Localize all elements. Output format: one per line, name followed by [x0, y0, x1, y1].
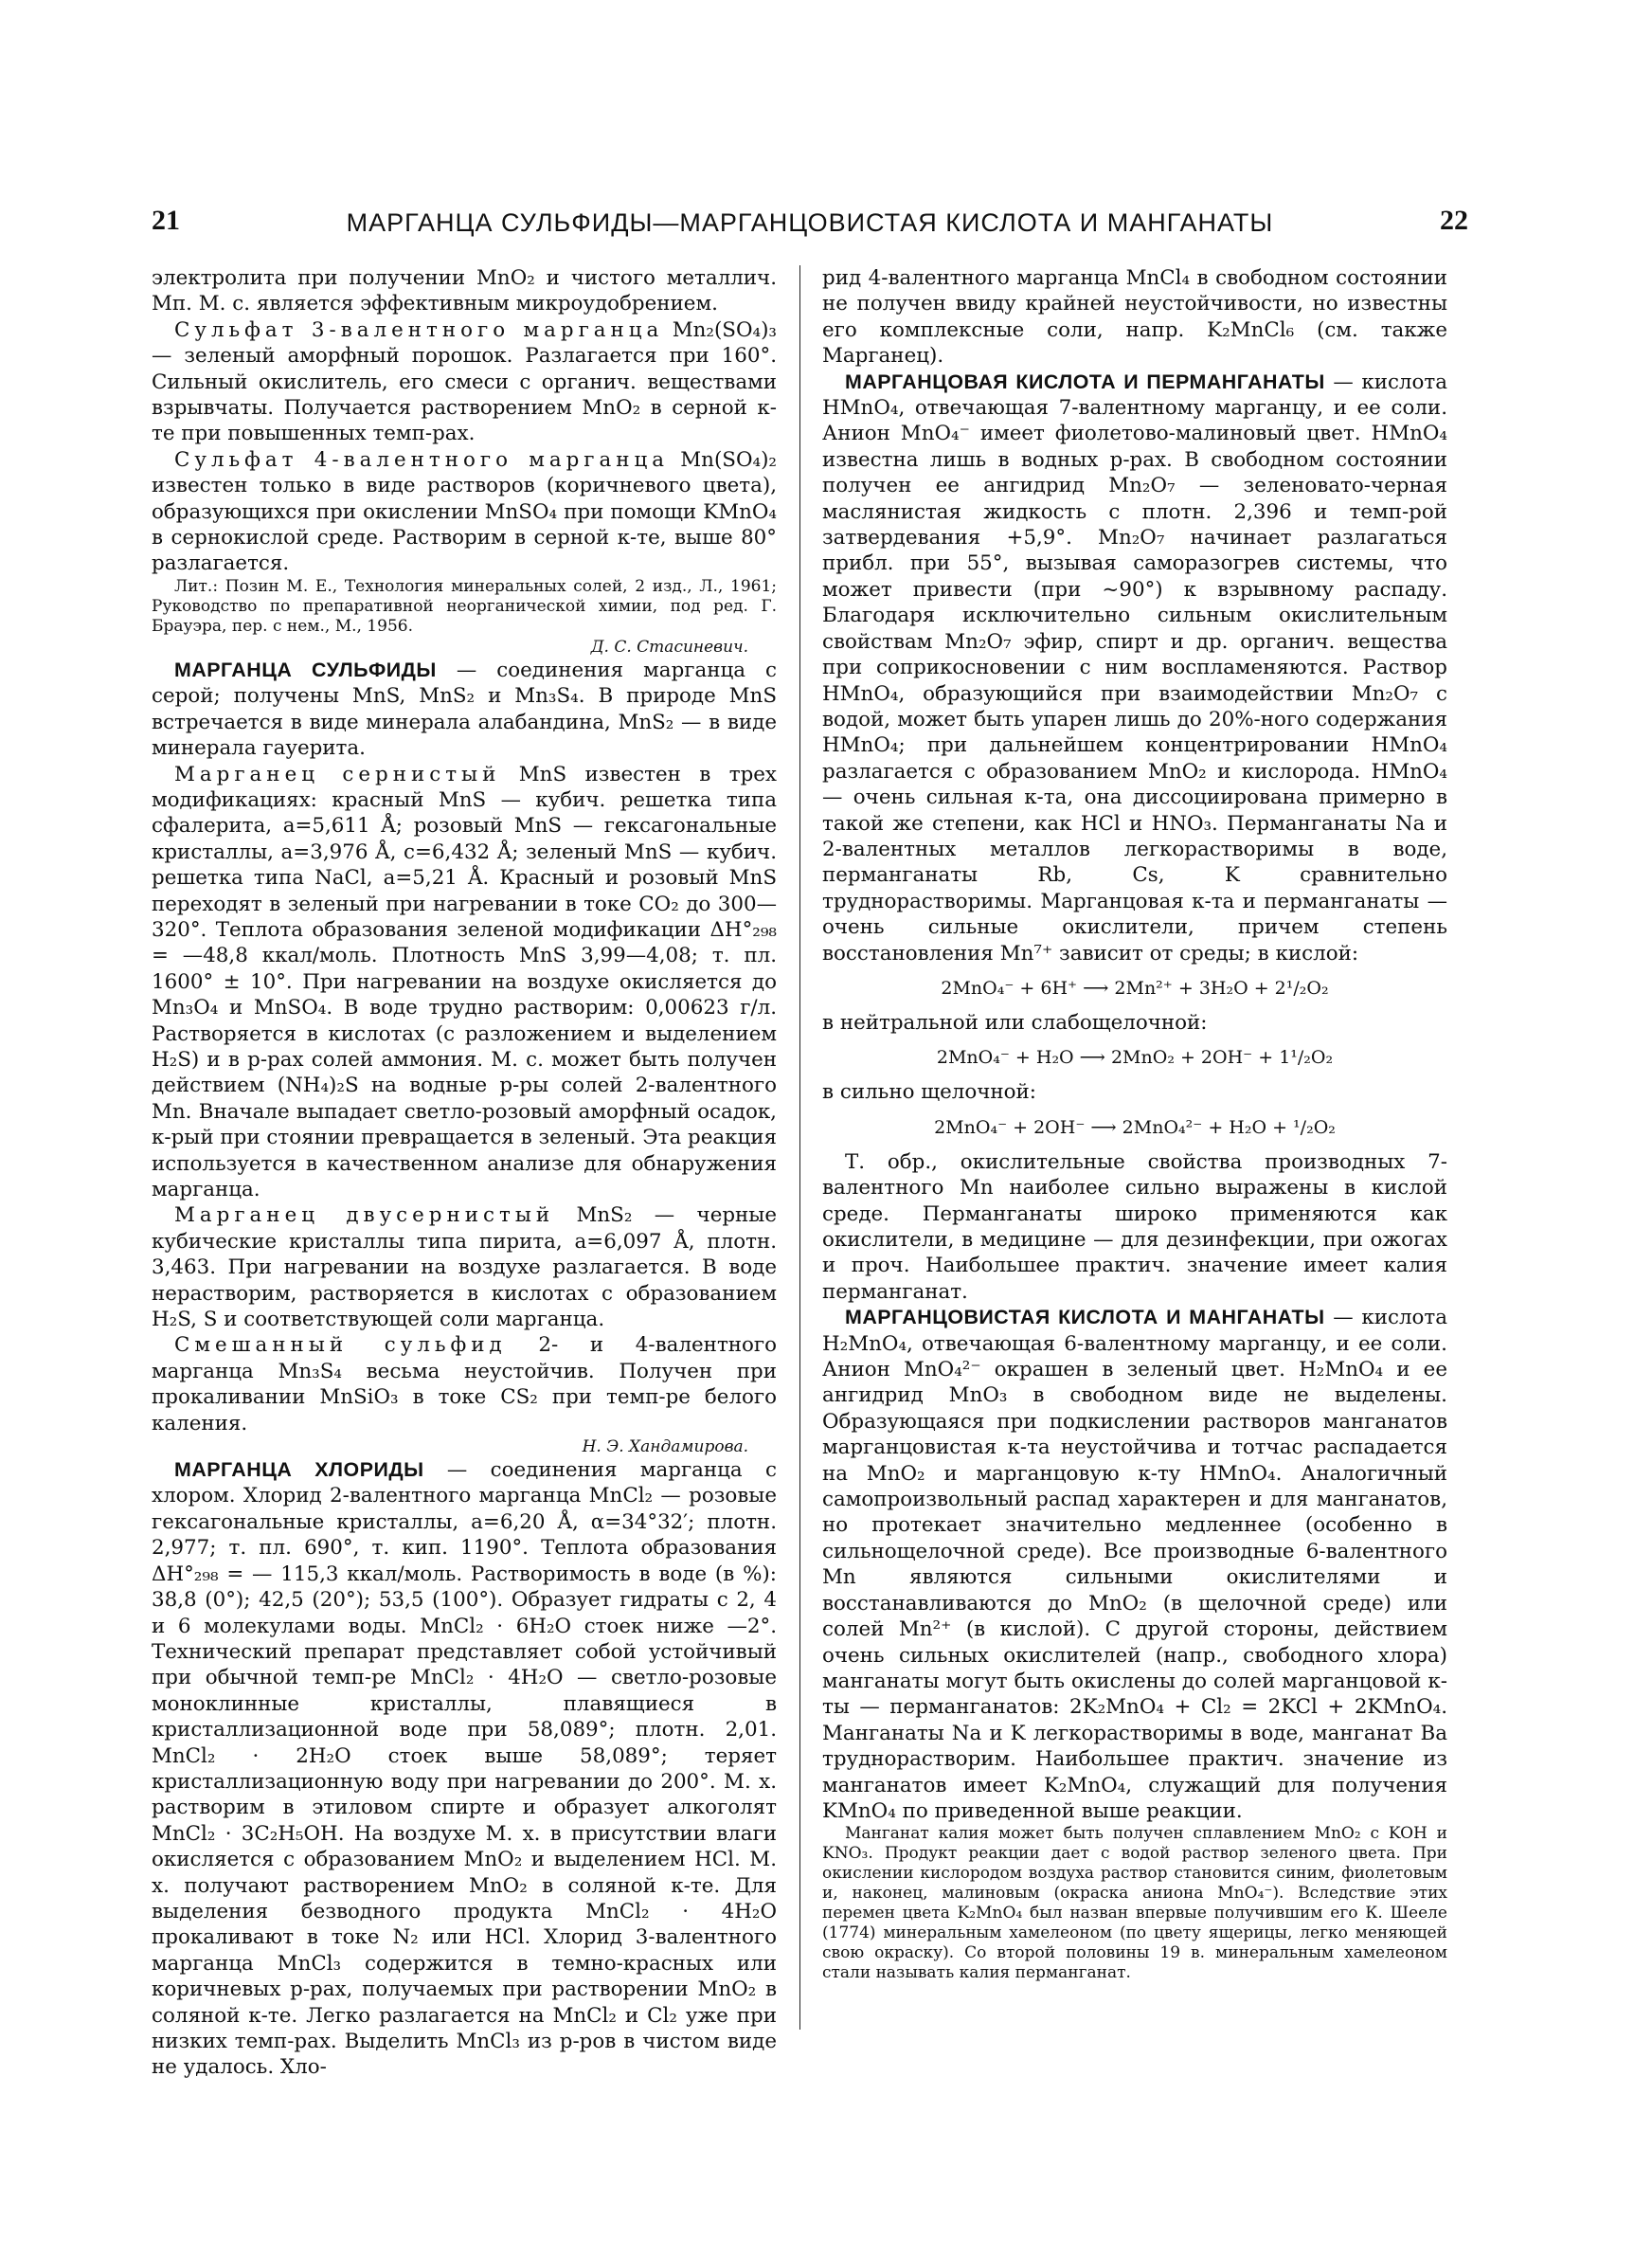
- note: Манганат калия может быть получен сплавлением MnO₂ с KOH и KNO₃. Продукт реакции дает с водой раствор зеленого цвета. При окислении кислородом воздуха раствор становится синим, фиолетовым и, наконец, малиновым (окраска аниона MnO₄⁻). Вследствие этих перемен цвета K₂MnO₄ был назван впервые получившим его К. Шееле (1774) минеральным хамелеоном (по цвету ящерицы, легко меняющей свою окраску). Со второй половины 19 в. минеральным хамелеоном стали называть калия перманганат.: [822, 1824, 1447, 1983]
- page-number-left: 21: [152, 205, 180, 236]
- paragraph: [152, 317, 777, 447]
- page-number-right: 22: [1440, 205, 1468, 236]
- article-heading: МАРГАНЦОВАЯ КИСЛОТА И ПЕРМАНГАНАТЫ: [845, 370, 1325, 393]
- article-heading: МАРГАНЦА СУЛЬФИДЫ: [174, 658, 437, 681]
- paragraph: в сильно щелочной:: [822, 1080, 1037, 1105]
- term: Сульфат 3-валентного марганца: [174, 317, 664, 342]
- author-signature: Д. С. Стасиневич.: [590, 637, 748, 657]
- article: [822, 1305, 1447, 1824]
- paragraph-text: Mn₂(SO₄)₃ — зеленый аморфный порошок. Разлагается при 160°. Сильный окислитель, его смеси с органич. веществами взрывчаты. Получается растворением MnO₂ в серной к-те при повышенных темп-рах.: [152, 317, 777, 446]
- article-text: — соединения марганца с хлором. Хлорид 2-валентного марганца MnCl₂ — розовые гексагональные кристаллы, a=6,20 Å, α=34°32′; плотн. 2,977; т. пл. 690°, т. кип. 1190°. Теплота образования ΔH°₂₉₈ = — 115,3 ккал/моль. Растворимость в воде (в %): 38,8 (0°); 42,5 (20°); 53,5 (100°). Образует гидраты с 2, 4 и 6 молекулами воды. MnCl₂ · 6H₂O стоек ниже —2°. Технический препарат представляет собой устойчивый при обычной темп-ре MnCl₂ · 4H₂O — светло-розовые моноклинные кристаллы, плавящиеся в кристаллизационной воде при 58,089°; плотн. 2,01. MnCl₂ · 2H₂O стоек выше 58,089°; теряет кристаллизационную воду при нагревании до 200°. М. х. растворим в этиловом спирте и образует алкоголят MnCl₂ · 3C₂H₅OH. На воздухе М. х. в присутствии влаги окисляется с образованием MnO₂ и выделением HCl. М. х. получают растворением MnO₂ в соляной к-те. Для выделения безводного продукта MnCl₂ · 4H₂O прокаливают в токе N₂ или HCl. Хлорид 3-валентного марганца MnCl₃ содержится в темно-красных или коричневых р-рах, получаемых при растворении MnO₂ в соляной к-те. Легко разлагается на MnCl₂ и Cl₂ уже при низких темп-рах. Выделить MnCl₃ из р-ров в чистом виде не удалось. Хло-: [152, 1458, 778, 2080]
- literature: Лит.: Позин М. Е., Технология минеральных солей, 2 изд., Л., 1961; Руководство по препаративной неорганической химии, под ред. Г. Брауэра, пер. с нем., М., 1956.: [152, 576, 777, 636]
- paragraph: электролита при получении MnO₂ и чистого металлич. Мп. М. с. является эффективным микроудобрением.: [152, 266, 777, 316]
- paragraph-text: MnS₂ — черные кубические кристаллы типа пирита, a=6,097 Å, плотн. 3,463. При нагревании на воздухе разлагается. В воде нерастворим, растворяется в кислотах с образованием H₂S, S и соответствующей соли марганца.: [152, 1203, 777, 1332]
- paragraph-text: 2- и 4-валентного марганца Mn₃S₄ весьма неустойчив. Получен при прокаливании MnSiO₃ в токе CS₂ при темп-ре белого каления.: [152, 1333, 777, 1435]
- paragraph: рид 4-валентного марганца MnCl₄ в свободном состоянии не получен ввиду крайней неустойчивости, но известны его комплексные соли, напр. K₂MnCl₆ (см. также Марганец).: [822, 266, 1447, 369]
- article: [822, 370, 1447, 966]
- article-text: — кислота HMnO₄, отвечающая 7-валентному марганцу, и ее соли. Анион MnO₄⁻ имеет фиолетово-малиновый цвет. HMnO₄ известна лишь в водных р-рах. В свободном состоянии получен ее ангидрид Mn₂O₇ — зеленовато-черная маслянистая жидкость с плотн. 2,396 и темп-рой затвердевания +5,9°. Mn₂O₇ начинает разлагаться прибл. при 55°, вызывая саморазогрев системы, что может привести (при ~90°) к взрывному распаду. Благодаря исключительно сильным окислительным свойствам Mn₂O₇ эфир, спирт и др. органич. вещества при соприкосновении с ним воспламеняются. Раствор HMnO₄, образующийся при взаимодействии Mn₂O₇ с водой, может быть упарен лишь до 20%-ного содержания HMnO₄; при дальнейшем концентрировании HMnO₄ разлагается с образованием MnO₂ и кислорода. HMnO₄ — очень сильная к-та, она диссоциирована примерно в такой же степени, как HCl и HNO₃. Перманганаты Na и 2-валентных металлов легкорастворимы в воде, перманганаты Rb, Cs, K сравнительно труднорастворимы. Марганцовая к-та и перманганаты — очень сильные окислители, причем степень восстановления Mn⁷⁺ зависит от среды; в кислой:: [822, 370, 1447, 966]
- paragraph: [152, 447, 777, 577]
- article: [152, 1457, 777, 2081]
- article-heading: МАРГАНЦОВИСТАЯ КИСЛОТА И МАНГАНАТЫ: [845, 1306, 1325, 1329]
- term: Марганец сернистый: [174, 762, 501, 786]
- article: [152, 658, 777, 762]
- term: Сульфат 4-валентного марганца: [174, 447, 670, 472]
- paragraph: Т. обр., окислительные свойства производных 7-валентного Mn наиболее сильно выражены в кислой среде. Перманганаты широко применяются как окислители, в медицине — для дезинфекции, при ожогах и проч. Наибольшее практич. значение имеет калия перманганат.: [822, 1149, 1447, 1304]
- running-header: [152, 205, 1468, 252]
- article-text: — соединения марганца с серой; получены MnS, MnS₂ и Mn₃S₄. В природе MnS встречается в виде минерала алабандина, MnS₂ — в виде минерала гауерита.: [152, 658, 777, 761]
- author-signature: Н. Э. Хандамирова.: [582, 1437, 748, 1457]
- left-column: [152, 265, 777, 2081]
- paragraph: в нейтральной или слабощелочной:: [822, 1010, 1208, 1035]
- column-divider: [799, 265, 800, 2030]
- equation: 2MnO₄⁻ + 2OH⁻ ⟶ 2MnO₄²⁻ + H₂O + ¹/₂O₂: [934, 1116, 1336, 1138]
- article-heading: МАРГАНЦА ХЛОРИДЫ: [174, 1458, 424, 1482]
- paragraph: [152, 1332, 777, 1436]
- equation: 2MnO₄⁻ + H₂O ⟶ 2MnO₂ + 2OH⁻ + 1¹/₂O₂: [936, 1047, 1334, 1069]
- article-text: — кислота H₂MnO₄, отвечающая 6-валентному марганцу, и ее соли. Анион MnO₄²⁻ окрашен в зеленый цвет. H₂MnO₄ и ее ангидрид MnO₃ в свободном виде не выделены. Образующаяся при подкислении растворов манганатов марганцовистая к-та неустойчива и тотчас распадается на MnO₂ и марганцовую к-ту HMnO₄. Аналогичный самопроизвольный распад характерен и для манганатов, но протекает значительно медленнее (особенно в сильнощелочной среде). Все производные 6-валентного Mn являются сильными окислителями и восстанавливаются до MnO₂ (в щелочной среде) или солей Mn²⁺ (в кислой). С другой стороны, действием очень сильных окислителей (напр., свободного хлора) манганаты могут быть окислены до солей марганцовой к-ты — перманганатов: 2K₂MnO₄ + Cl₂ = 2KCl + 2KMnO₄. Манганаты Na и K легкорастворимы в воде, манганат Ba труднорастворим. Наибольшее практич. значение из манганатов имеет K₂MnO₄, служащий для получения KMnO₄ по приведенной выше реакции.: [822, 1306, 1447, 1823]
- term: Смешанный сульфид: [174, 1333, 507, 1358]
- paragraph: [152, 762, 777, 1203]
- right-column: [822, 265, 1447, 1983]
- paragraph-text: MnS известен в трех модификациях: красный MnS — кубич. решетка типа сфалерита, a=5,611 Å; розовый MnS — гексагональные кристаллы, a=3,976 Å, c=6,432 Å; зеленый MnS — кубич. решетка типа NaCl, a=5,21 Å. Красный и розовый MnS переходят в зеленый при нагревании в токе CO₂ до 300—320°. Теплота образования зеленой модификации ΔH°₂₉₈ = —48,8 ккал/моль. Плотность MnS 3,99—4,08; т. пл. 1600° ± 10°. При нагревании на воздухе окисляется до Mn₃O₄ и MnSO₄. В воде трудно растворим: 0,00623 г/л. Растворяется в кислотах (с разложением и выделением H₂S) и в р-рах солей аммония. М. с. может быть получен действием (NH₄)₂S на водные р-ры солей 2-валентного Mn. Вначале выпадает светло-розовый аморфный осадок, к-рый при стоянии превращается в зеленый. Эта реакция используется в качественном анализе для обнаружения марганца.: [152, 762, 777, 1201]
- equation: 2MnO₄⁻ + 6H⁺ ⟶ 2Mn²⁺ + 3H₂O + 2¹/₂O₂: [941, 977, 1329, 999]
- paragraph: [152, 1202, 777, 1332]
- running-title: МАРГАНЦА СУЛЬФИДЫ—МАРГАНЦОВИСТАЯ КИСЛОТА И МАНГАНАТЫ: [346, 208, 1274, 237]
- term: Марганец двусернистый: [174, 1203, 555, 1228]
- paragraph-text: Mn(SO₄)₂ известен только в виде растворов (коричневого цвета), образующихся при окислении MnSO₄ при помощи KMnO₄ в сернокислой среде. Растворим в серной к-те, выше 80° разлагается.: [152, 447, 777, 576]
